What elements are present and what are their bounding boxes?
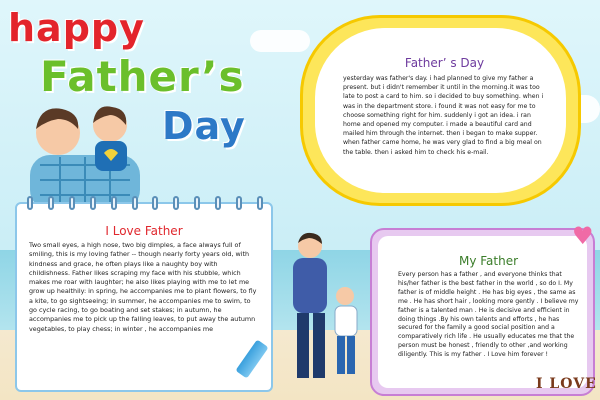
father-leg xyxy=(297,313,309,378)
my-father-body: Every person has a father , and everyone thinks that his/her father is the best father in the world , so do I. My father is of middle height . He has big eyes , the same as me . He has short hair , looking more gently . I believe my father is a talented man . He is decisive and efficient in doing things .By his own talents and efforts , he has secured for the family a good social position and a comparatively rich life . He usually educates me that the person must be honest , friendly to other ,and working diligently. This is my father . I Love him forever ! xyxy=(398,271,579,359)
i-love-father-body: Two small eyes, a high nose, two big dimples, a face always full of smiling, this is my loving father -- though nearly forty years old, with kindness and grace, he often plays like a naughty boy with childishness. Father likes scraping my face with his stubble, which makes me roar with laughter; he also likes playing with me to let me grow up healthily: in spring, he accompanies me to plant flowers, to fly a kite, to go sightseeing; in summer, he accompanies me to swim, to go cycle racing, to go boating and set stakes; in autumn, he accompanies me to pick up the falling leaves, to put away the autumn vegetables, to play chess; in winter , he accompanies me xyxy=(29,241,257,333)
spiral-ring xyxy=(236,196,242,210)
spiral-ring xyxy=(90,196,96,210)
spiral-ring xyxy=(152,196,158,210)
spiral-ring xyxy=(132,196,138,210)
son-leg xyxy=(347,336,355,374)
title-happy: happy xyxy=(8,6,145,50)
title-day: Day xyxy=(162,104,246,148)
son-leg xyxy=(337,336,345,374)
fathers-day-body: yesterday was father's day. i had planned to give my father a present. but i didn't remember it until in the morning.it was too late to post a card to him. so i decided to buy something. when i was in the department store. i found it was not easy for me to choose something right for him. suddenly i got an idea. i ran home and opened my computer. i made a beautiful card and mailed him through the internet. then i began to make supper. when father came home, he was very glad to find a big meal on the table. then i asked him to check his e-mail. xyxy=(343,75,544,156)
heart-icon: ♥ xyxy=(572,222,594,250)
fathers-day-heading: Father’ s Day xyxy=(404,56,485,70)
spiral-ring xyxy=(215,196,221,210)
father-leg xyxy=(313,313,325,378)
spiral-ring xyxy=(69,196,75,210)
love-decoration: I LOVE xyxy=(536,376,597,392)
title-fathers: Father’s xyxy=(40,52,245,101)
i-love-father-card xyxy=(15,202,273,392)
my-father-card xyxy=(370,228,595,396)
spiral-ring xyxy=(257,196,263,210)
my-father-heading: My Father xyxy=(458,254,519,268)
spiral-ring xyxy=(48,196,54,210)
notebook-spiral xyxy=(27,196,263,212)
spiral-ring xyxy=(173,196,179,210)
father-shirt xyxy=(293,258,327,313)
walking-father-son-illustration xyxy=(275,228,370,393)
son-shirt xyxy=(335,306,357,336)
father-child-illustration xyxy=(20,95,160,210)
spiral-ring xyxy=(111,196,117,210)
son-face xyxy=(336,287,354,305)
i-love-father-heading: I Love Father xyxy=(105,224,183,238)
fathers-day-card xyxy=(300,15,581,206)
spiral-ring xyxy=(27,196,33,210)
spiral-ring xyxy=(194,196,200,210)
cloud xyxy=(250,30,310,52)
